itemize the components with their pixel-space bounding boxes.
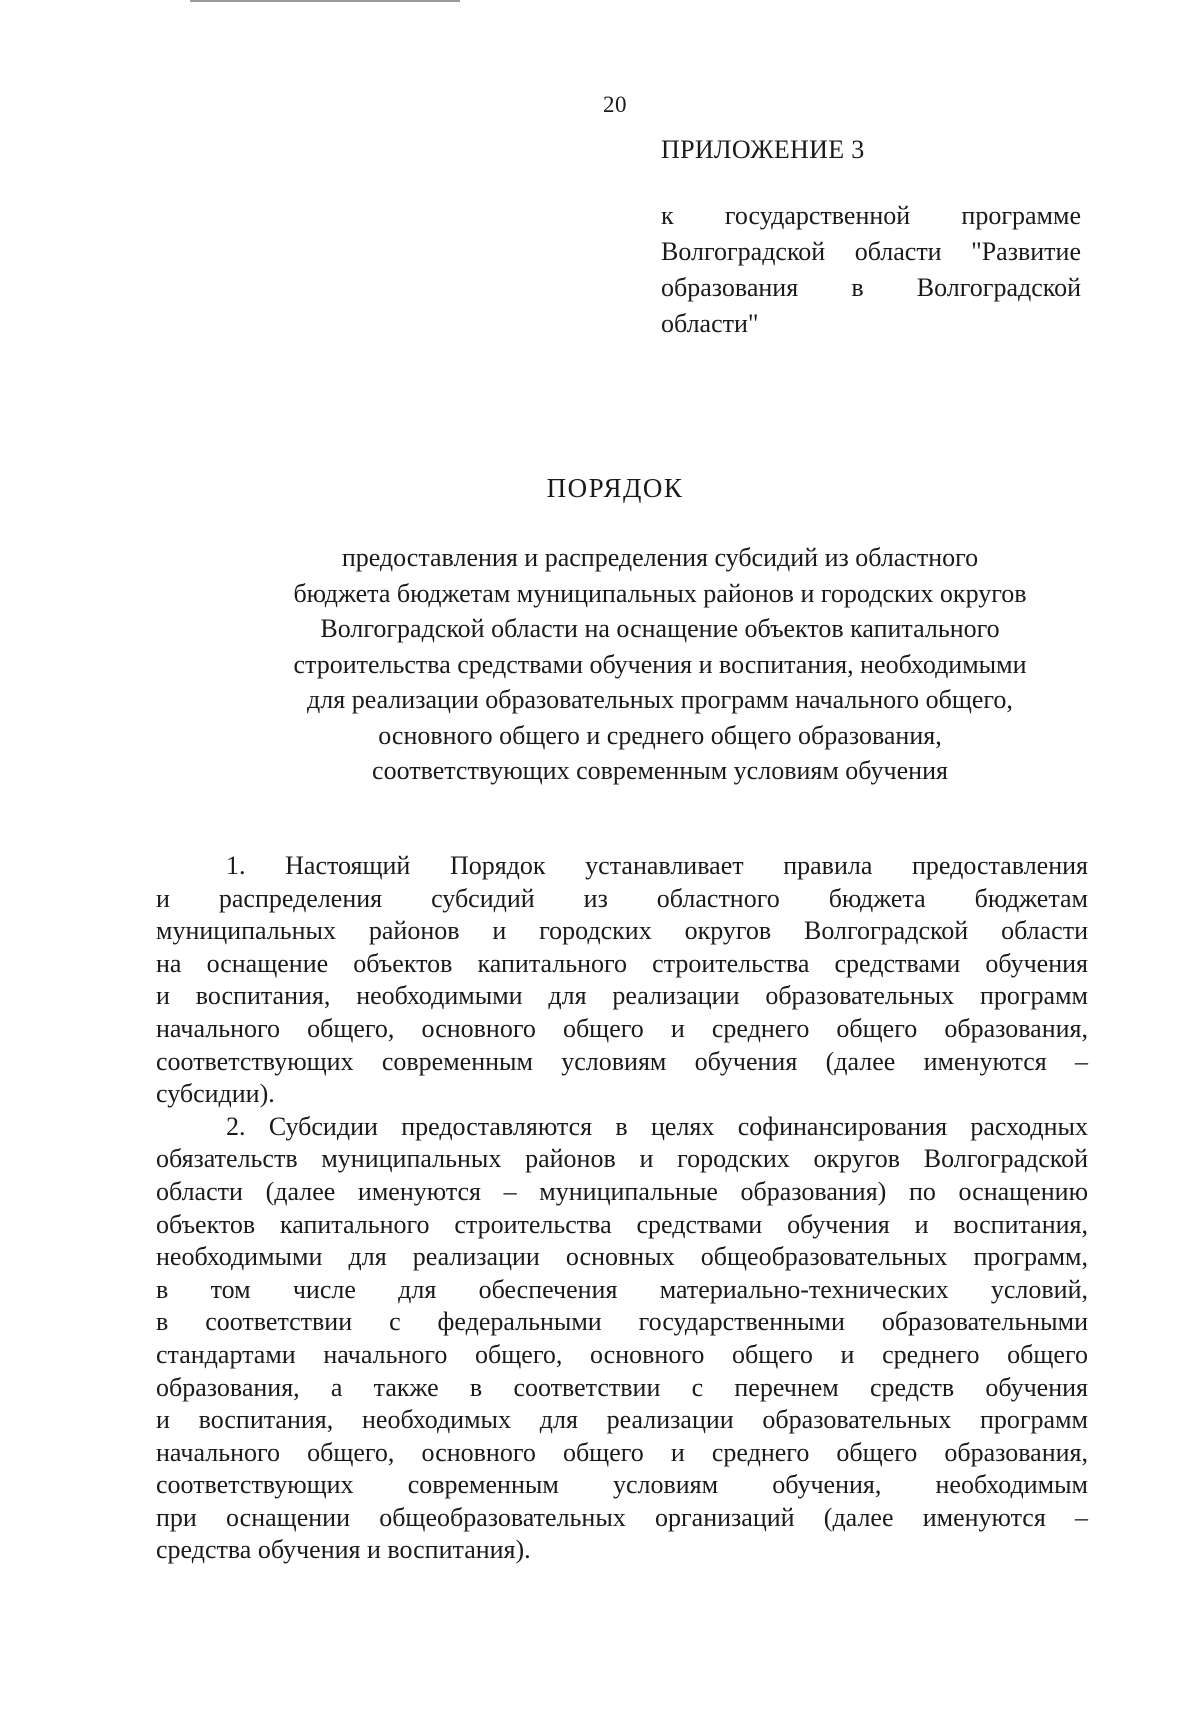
subtitle-line: предоставления и распределения субсидий из областного bbox=[341, 543, 979, 572]
paragraph-line: при оснащении общеобразовательных организаций (далее именуются – bbox=[156, 1502, 1088, 1532]
subtitle-line: соответствующих современным условиям обучения bbox=[372, 756, 948, 785]
subtitle-line: строительства средствами обучения и воспитания, необходимыми bbox=[293, 649, 1027, 679]
paragraph-line: и воспитания, необходимых для реализации образовательных программ bbox=[156, 1405, 1088, 1435]
page-number: 20 bbox=[603, 92, 627, 117]
paragraph-2 bbox=[156, 1111, 1088, 1567]
appendix-reference-line: образования в Волгоградской bbox=[661, 273, 1081, 302]
paragraph-line: и воспитания, необходимыми для реализации образовательных программ bbox=[156, 981, 1088, 1011]
paragraph-line: начального общего, основного общего и среднего общего образования, bbox=[156, 1013, 1088, 1043]
paragraph-line: средства обучения и воспитания). bbox=[156, 1535, 531, 1565]
appendix-reference-line: области" bbox=[661, 309, 759, 338]
paragraph-line: образования, а также в соответствии с перечнем средств обучения bbox=[156, 1372, 1088, 1402]
paragraph-line: соответствующих современным условиям обучения, необходимым bbox=[156, 1470, 1088, 1500]
paragraph-line: в соответствии с федеральными государственными образовательными bbox=[156, 1307, 1088, 1337]
document-subtitle bbox=[220, 540, 1100, 789]
paragraph-line: муниципальных районов и городских округов Волгоградской области bbox=[156, 916, 1088, 946]
paragraph-line: 1. Настоящий Порядок устанавливает правила предоставления bbox=[226, 851, 1088, 880]
subtitle-line: для реализации образовательных программ начального общего, bbox=[307, 685, 1013, 714]
subtitle-line: бюджета бюджетам муниципальных районов и городских округов bbox=[293, 578, 1027, 608]
subtitle-line: основного общего и среднего общего образования, bbox=[378, 720, 942, 750]
paragraph-line: соответствующих современным условиям обучения (далее именуются – bbox=[156, 1046, 1088, 1076]
document-body bbox=[156, 850, 1088, 1567]
paragraph-line: необходимыми для реализации основных общеобразовательных программ, bbox=[156, 1242, 1088, 1272]
document-title: ПОРЯДОК bbox=[546, 473, 684, 503]
paragraph-line: обязательств муниципальных районов и городских округов Волгоградской bbox=[156, 1144, 1088, 1174]
paragraph-1 bbox=[156, 850, 1088, 1111]
paragraph-line: в том числе для обеспечения материально-технических условий, bbox=[156, 1274, 1088, 1304]
scan-edge-mark bbox=[190, 0, 460, 2]
paragraph-line: стандартами начального общего, основного общего и среднего общего bbox=[156, 1339, 1088, 1369]
appendix-reference bbox=[661, 198, 1081, 342]
subtitle-line: Волгоградской области на оснащение объектов капитального bbox=[320, 614, 1000, 643]
paragraph-line: начального общего, основного общего и среднего общего образования, bbox=[156, 1437, 1088, 1467]
appendix-title: ПРИЛОЖЕНИЕ 3 bbox=[661, 135, 865, 164]
appendix-reference-line: Волгоградской области "Развитие bbox=[661, 237, 1081, 266]
paragraph-line: субсидии). bbox=[156, 1079, 275, 1109]
paragraph-line: объектов капитального строительства средствами обучения и воспитания, bbox=[156, 1209, 1088, 1239]
paragraph-line: области (далее именуются – муниципальные образования) по оснащению bbox=[156, 1176, 1088, 1206]
paragraph-line: и распределения субсидий из областного бюджета бюджетам bbox=[156, 883, 1088, 913]
paragraph-line: на оснащение объектов капитального строительства средствами обучения bbox=[156, 948, 1088, 978]
paragraph-line: 2. Субсидии предоставляются в целях софинансирования расходных bbox=[226, 1111, 1088, 1141]
appendix-reference-line: к государственной программе bbox=[661, 201, 1081, 230]
